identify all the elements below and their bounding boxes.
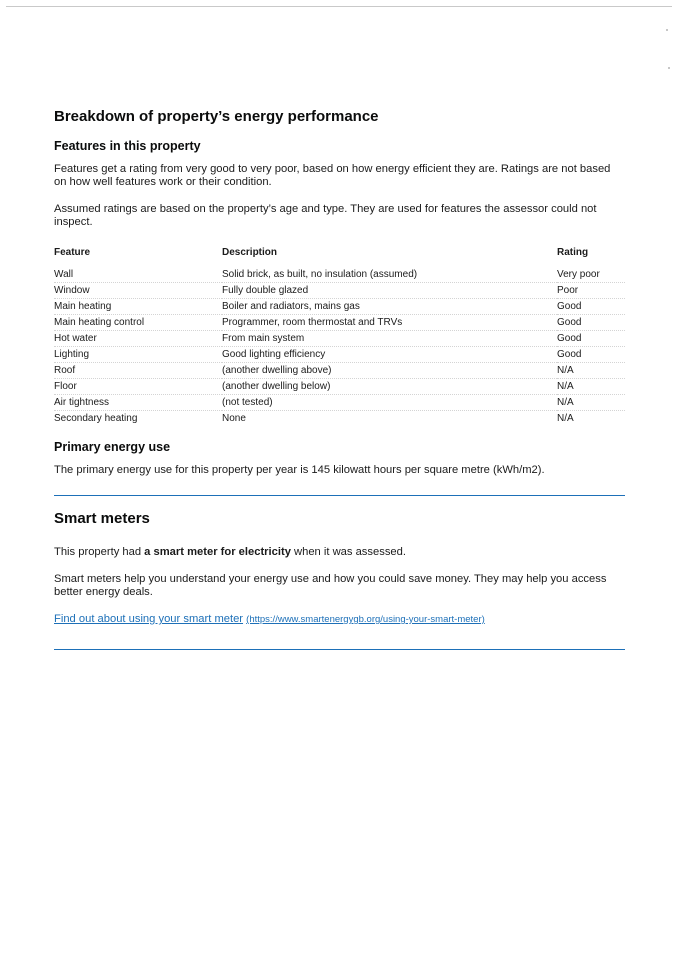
smart-meter-status-paragraph <box>54 546 625 559</box>
description-cell: From main system <box>222 331 557 347</box>
breakdown-title: Breakdown of property’s energy performance <box>54 108 379 125</box>
table-row <box>54 363 625 379</box>
rating-cell: N/A <box>557 413 574 424</box>
rating-cell: Good <box>557 331 625 347</box>
table-header-row <box>54 247 625 267</box>
feature-cell: Lighting <box>54 347 222 363</box>
table-row <box>54 283 625 299</box>
table-row <box>54 315 625 331</box>
features-heading: Features in this property <box>54 139 201 153</box>
feature-cell: Window <box>54 283 222 299</box>
table-row <box>54 299 625 315</box>
section-divider <box>54 495 625 496</box>
scan-speck <box>666 29 668 31</box>
feature-cell: Main heating <box>54 299 222 315</box>
feature-cell: Wall <box>54 267 222 283</box>
header-description: Description <box>222 247 278 258</box>
feature-cell: Main heating control <box>54 315 222 331</box>
description-cell: Boiler and radiators, mains gas <box>222 299 557 315</box>
smart-meter-link-url[interactable]: (https://www.smartenergygb.org/using-your-smart-meter) <box>246 614 485 625</box>
description-cell: Good lighting efficiency <box>222 347 557 363</box>
smart-meter-link[interactable]: Find out about using your smart meter <box>54 613 244 625</box>
table-row <box>54 331 625 347</box>
primary-energy-text: The primary energy use for this property per year is 145 kilowatt hours per square metre (kWh/m2). <box>54 464 545 476</box>
smart-meter-status-suffix: when it was assessed. <box>290 546 406 558</box>
table-row <box>54 267 625 283</box>
smart-meter-link-line <box>54 613 625 625</box>
feature-cell: Floor <box>54 379 222 395</box>
document-page <box>54 108 625 664</box>
feature-cell: Air tightness <box>54 395 222 411</box>
description-cell: Fully double glazed <box>222 283 557 299</box>
rating-cell: N/A <box>557 363 625 379</box>
description-cell: Programmer, room thermostat and TRVs <box>222 315 557 331</box>
top-page-rule <box>6 6 672 7</box>
features-table <box>54 247 625 426</box>
scan-speck <box>668 67 670 69</box>
description-cell: Solid brick, as built, no insulation (assumed) <box>222 267 557 283</box>
description-cell: (another dwelling above) <box>222 363 557 379</box>
table-row <box>54 379 625 395</box>
feature-cell: Roof <box>54 363 222 379</box>
rating-cell: Very poor <box>557 267 625 283</box>
smart-meter-help-paragraph: Smart meters help you understand your energy use and how you could save money. They may help you access better energy deals. <box>54 573 607 598</box>
feature-cell: Hot water <box>54 331 222 347</box>
table-row <box>54 395 625 411</box>
description-cell: (another dwelling below) <box>222 379 557 395</box>
rating-cell: Good <box>557 347 625 363</box>
rating-cell: N/A <box>557 379 625 395</box>
assumed-ratings-paragraph: Assumed ratings are based on the property’s age and type. They are used for features the assessor could not inspect. <box>54 203 597 228</box>
primary-energy-heading: Primary energy use <box>54 440 171 454</box>
section-divider <box>54 649 625 650</box>
smart-meter-status-bold: a smart meter for electricity <box>144 546 291 558</box>
features-intro-paragraph: Features get a rating from very good to very poor, based on how energy efficient they are. Ratings are not based on how well features work or their condition. <box>54 163 611 188</box>
header-feature: Feature <box>54 247 91 258</box>
description-cell: (not tested) <box>222 395 557 411</box>
feature-cell: Secondary heating <box>54 413 138 424</box>
rating-cell: Poor <box>557 283 625 299</box>
table-row <box>54 347 625 363</box>
rating-cell: Good <box>557 315 625 331</box>
description-cell: None <box>222 413 246 424</box>
rating-cell: N/A <box>557 395 625 411</box>
rating-cell: Good <box>557 299 625 315</box>
smart-meters-title: Smart meters <box>54 510 150 527</box>
header-rating: Rating <box>557 247 589 258</box>
smart-meter-status-prefix: This property had <box>54 546 145 558</box>
table-row <box>54 411 625 427</box>
